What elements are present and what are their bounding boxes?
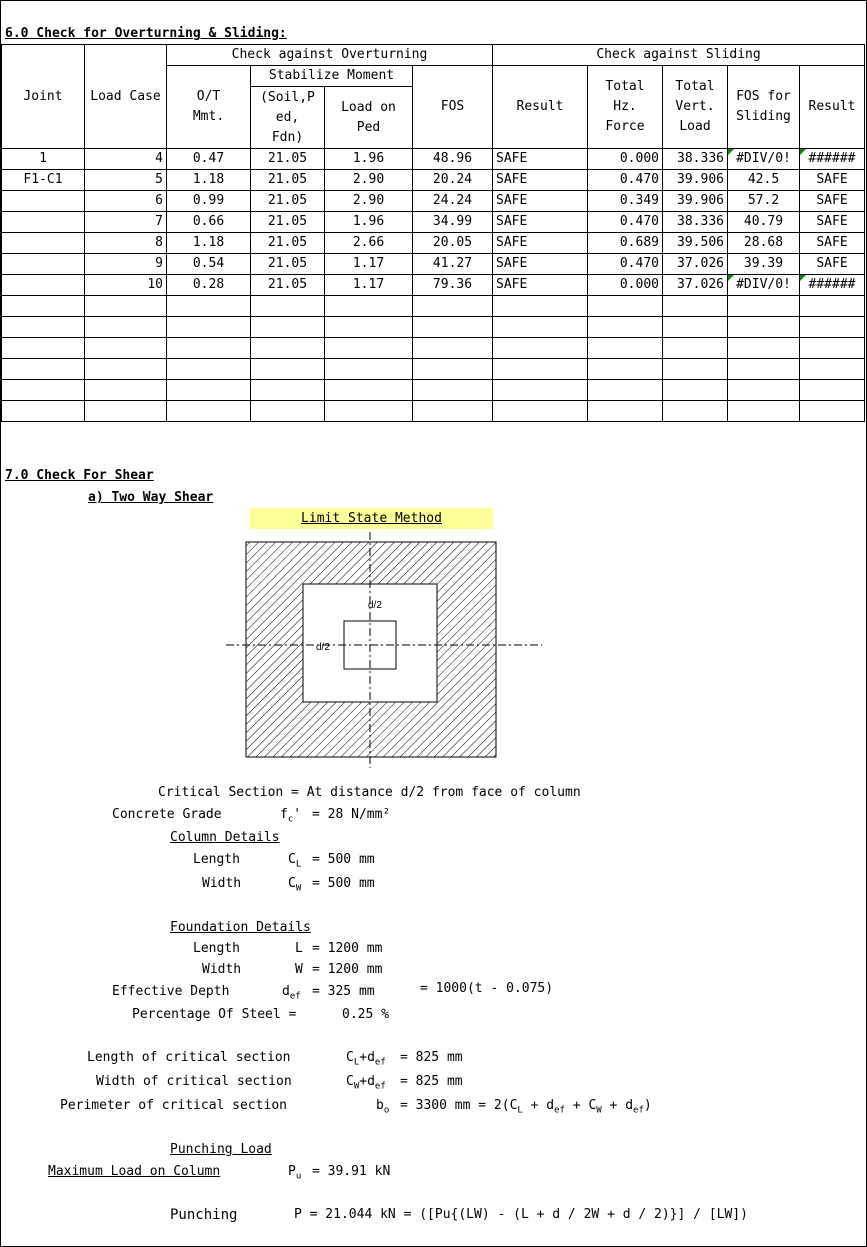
empty-cell-ot-mmt[interactable]: [167, 359, 251, 380]
empty-cell-joint[interactable]: [2, 401, 85, 422]
empty-cell-result-sliding[interactable]: [800, 317, 865, 338]
empty-table-row: [2, 317, 865, 338]
overturning-sliding-table: [1, 44, 865, 422]
header-overturning-group: Check against Overturning: [167, 45, 493, 66]
empty-cell-total-vert-load[interactable]: [663, 359, 728, 380]
empty-cell-soil-ped-fdn[interactable]: [251, 317, 325, 338]
cell-fos[interactable]: 48.96: [413, 149, 493, 170]
empty-cell-fos-sliding[interactable]: [728, 338, 800, 359]
cell-fos-sliding[interactable]: 39.39: [728, 254, 800, 275]
cell-load-on-ped[interactable]: 2.90: [325, 191, 413, 212]
punching-value: P = 21.044 kN = ([Pu{(LW) - (L + d / 2W + d / 2)}] / [LW]): [294, 1207, 748, 1222]
critical-width-symbol: $C_W+d_{ef}$: [346, 1074, 386, 1092]
cell-total-hz-force[interactable]: 0.470: [588, 170, 663, 191]
empty-cell-total-hz-force[interactable]: [588, 380, 663, 401]
empty-table-row: [2, 359, 865, 380]
empty-table-row: [2, 401, 865, 422]
header-stabilize-moment: Stabilize Moment: [251, 66, 413, 87]
header-result-sliding: Result: [800, 66, 865, 149]
cell-load-case[interactable]: 8: [85, 233, 167, 254]
table-row: [2, 254, 865, 275]
cell-load-on-ped[interactable]: 1.96: [325, 212, 413, 233]
foundation-width-label: Width: [202, 962, 242, 977]
section-6-title: 6.0 Check for Overturning & Sliding:: [5, 26, 287, 41]
header-load-on-ped: Load on Ped: [325, 87, 413, 149]
empty-cell-total-vert-load[interactable]: [663, 338, 728, 359]
cell-load-case[interactable]: 5: [85, 170, 167, 191]
empty-cell-load-on-ped[interactable]: [325, 296, 413, 317]
cell-joint[interactable]: [2, 233, 85, 254]
empty-cell-total-hz-force[interactable]: [588, 296, 663, 317]
empty-cell-fos[interactable]: [413, 401, 493, 422]
cell-ot-mmt[interactable]: 0.28: [167, 275, 251, 296]
cell-soil-ped-fdn[interactable]: 21.05: [251, 275, 325, 296]
empty-cell-soil-ped-fdn[interactable]: [251, 401, 325, 422]
cell-total-vert-load[interactable]: 38.336: [663, 212, 728, 233]
cell-load-case[interactable]: 7: [85, 212, 167, 233]
empty-cell-soil-ped-fdn[interactable]: [251, 359, 325, 380]
empty-cell-load-case[interactable]: [85, 401, 167, 422]
foundation-length-label: Length: [193, 941, 240, 956]
cell-total-hz-force[interactable]: 0.689: [588, 233, 663, 254]
empty-table-row: [2, 296, 865, 317]
empty-cell-load-on-ped[interactable]: [325, 401, 413, 422]
cell-result-sliding[interactable]: SAFE: [800, 191, 865, 212]
header-ot-mmt: O/T Mmt.: [167, 66, 251, 149]
empty-cell-result[interactable]: [493, 317, 588, 338]
empty-cell-result[interactable]: [493, 380, 588, 401]
critical-length-value: = 825 mm: [400, 1050, 463, 1065]
cell-load-case[interactable]: 6: [85, 191, 167, 212]
critical-perimeter-symbol: $b_o$: [376, 1098, 390, 1116]
concrete-grade-symbol: $f_c'$: [280, 807, 302, 825]
cell-joint[interactable]: [2, 275, 85, 296]
cell-soil-ped-fdn[interactable]: 21.05: [251, 191, 325, 212]
empty-cell-result[interactable]: [493, 359, 588, 380]
cell-load-case[interactable]: 10: [85, 275, 167, 296]
cell-joint[interactable]: [2, 212, 85, 233]
cell-result[interactable]: SAFE: [493, 233, 588, 254]
cell-fos-sliding[interactable]: 57.2: [728, 191, 800, 212]
effective-depth-label: Effective Depth: [112, 984, 230, 999]
method-banner: [250, 508, 493, 529]
cell-result-sliding[interactable]: SAFE: [800, 212, 865, 233]
critical-length-symbol: $C_L+d_{ef}$: [346, 1050, 386, 1068]
critical-perimeter-value: = 3300 mm = $2(C_L + d_{ef} + C_W + d_{ef})$: [400, 1098, 652, 1116]
punching-load-heading: Punching Load: [170, 1142, 272, 1157]
cell-total-hz-force[interactable]: 0.470: [588, 212, 663, 233]
empty-table-row: [2, 338, 865, 359]
cell-fos[interactable]: 20.24: [413, 170, 493, 191]
empty-cell-result[interactable]: [493, 401, 588, 422]
empty-cell-fos-sliding[interactable]: [728, 380, 800, 401]
steel-percentage-value: 0.25 %: [342, 1007, 389, 1022]
cell-load-case[interactable]: 9: [85, 254, 167, 275]
header-sliding-group: Check against Sliding: [493, 45, 865, 66]
table-row: [2, 233, 865, 254]
column-width-symbol: $C_W$: [288, 876, 302, 894]
punching-label: Punching: [170, 1207, 238, 1223]
cell-result-sliding[interactable]: SAFE: [800, 170, 865, 191]
cell-result[interactable]: SAFE: [493, 170, 588, 191]
effective-depth-value: = 325 mm: [312, 984, 375, 999]
foundation-width-symbol: W: [295, 962, 303, 977]
cell-load-on-ped[interactable]: 2.90: [325, 170, 413, 191]
empty-cell-result-sliding[interactable]: [800, 401, 865, 422]
effective-depth-symbol: $d_{ef}$: [282, 984, 301, 1002]
empty-cell-total-hz-force[interactable]: [588, 317, 663, 338]
empty-cell-ot-mmt[interactable]: [167, 317, 251, 338]
cell-load-on-ped[interactable]: 1.96: [325, 149, 413, 170]
max-load-symbol: $P_u$: [288, 1164, 302, 1182]
empty-cell-ot-mmt[interactable]: [167, 380, 251, 401]
empty-cell-fos-sliding[interactable]: [728, 296, 800, 317]
table-row: [2, 212, 865, 233]
cell-total-hz-force[interactable]: 0.470: [588, 254, 663, 275]
header-fos-sliding: FOS for Sliding: [728, 66, 800, 149]
empty-cell-ot-mmt[interactable]: [167, 338, 251, 359]
empty-cell-fos[interactable]: [413, 359, 493, 380]
steel-percentage-label: Percentage Of Steel =: [132, 1007, 297, 1022]
empty-cell-result-sliding[interactable]: [800, 296, 865, 317]
cell-ot-mmt[interactable]: 0.47: [167, 149, 251, 170]
table-row: [2, 170, 865, 191]
empty-cell-fos[interactable]: [413, 338, 493, 359]
header-load-case: Load Case: [85, 45, 167, 149]
effective-depth-formula: = 1000(t - 0.075): [420, 981, 554, 996]
empty-cell-load-case[interactable]: [85, 317, 167, 338]
cell-ot-mmt[interactable]: 0.54: [167, 254, 251, 275]
cell-soil-ped-fdn[interactable]: 21.05: [251, 233, 325, 254]
empty-cell-joint[interactable]: [2, 317, 85, 338]
cell-result[interactable]: SAFE: [493, 191, 588, 212]
column-details-heading: Column Details: [170, 830, 280, 845]
empty-cell-total-vert-load[interactable]: [663, 401, 728, 422]
cell-result-sliding[interactable]: SAFE: [800, 233, 865, 254]
critical-length-label: Length of critical section: [87, 1050, 291, 1065]
empty-cell-result[interactable]: [493, 338, 588, 359]
empty-cell-ot-mmt[interactable]: [167, 296, 251, 317]
empty-cell-total-hz-force[interactable]: [588, 359, 663, 380]
empty-cell-joint[interactable]: [2, 338, 85, 359]
cell-fos-sliding[interactable]: 42.5: [728, 170, 800, 191]
critical-perimeter-value-text: = 3300 mm = 2(C: [400, 1098, 518, 1113]
cell-soil-ped-fdn[interactable]: 21.05: [251, 170, 325, 191]
cell-load-on-ped[interactable]: 1.17: [325, 254, 413, 275]
header-total-hz-force: Total Hz. Force: [588, 66, 663, 149]
empty-cell-load-on-ped[interactable]: [325, 359, 413, 380]
cell-total-vert-load[interactable]: 37.026: [663, 275, 728, 296]
empty-cell-result-sliding[interactable]: [800, 380, 865, 401]
empty-cell-load-case[interactable]: [85, 296, 167, 317]
column-length-symbol: $C_L$: [288, 852, 302, 870]
concrete-grade-value: = 28 N/mm²: [312, 807, 391, 822]
empty-cell-load-case[interactable]: [85, 338, 167, 359]
empty-cell-load-on-ped[interactable]: [325, 338, 413, 359]
header-soil-ped-fdn: (Soil,P ed, Fdn): [251, 87, 325, 149]
empty-cell-joint[interactable]: [2, 296, 85, 317]
cell-fos-sliding[interactable]: #DIV/0!: [728, 149, 800, 170]
cell-load-on-ped[interactable]: 2.66: [325, 233, 413, 254]
foundation-length-symbol: L: [295, 941, 303, 956]
empty-cell-fos[interactable]: [413, 380, 493, 401]
cell-result[interactable]: SAFE: [493, 212, 588, 233]
empty-cell-soil-ped-fdn[interactable]: [251, 338, 325, 359]
empty-cell-load-case[interactable]: [85, 380, 167, 401]
header-result: Result: [493, 66, 588, 149]
cell-result-sliding[interactable]: ######: [800, 275, 865, 296]
d-half-left-label: d/2: [316, 642, 330, 653]
empty-cell-total-vert-load[interactable]: [663, 380, 728, 401]
empty-cell-load-case[interactable]: [85, 359, 167, 380]
critical-perimeter-label: Perimeter of critical section: [60, 1098, 287, 1113]
cell-result-sliding[interactable]: ######: [800, 149, 865, 170]
cell-load-on-ped[interactable]: 1.17: [325, 275, 413, 296]
cell-ot-mmt[interactable]: 1.18: [167, 170, 251, 191]
column-length-label: Length: [193, 852, 240, 867]
cell-result[interactable]: SAFE: [493, 149, 588, 170]
empty-cell-fos[interactable]: [413, 296, 493, 317]
section-7-subtitle: a) Two Way Shear: [88, 490, 214, 505]
punching-shear-diagram: [226, 532, 546, 768]
cell-ot-mmt[interactable]: 0.66: [167, 212, 251, 233]
cell-result-sliding[interactable]: SAFE: [800, 254, 865, 275]
cell-ot-mmt[interactable]: 1.18: [167, 233, 251, 254]
cell-result[interactable]: SAFE: [493, 254, 588, 275]
empty-cell-result-sliding[interactable]: [800, 338, 865, 359]
empty-cell-total-vert-load[interactable]: [663, 317, 728, 338]
cell-ot-mmt[interactable]: 0.99: [167, 191, 251, 212]
cell-load-case[interactable]: 4: [85, 149, 167, 170]
empty-cell-fos-sliding[interactable]: [728, 317, 800, 338]
method-label: Limit State Method: [301, 511, 442, 526]
empty-cell-load-on-ped[interactable]: [325, 317, 413, 338]
cell-fos-sliding[interactable]: #DIV/0!: [728, 275, 800, 296]
column-width-value: = 500 mm: [312, 876, 375, 891]
cell-joint[interactable]: 1: [2, 149, 85, 170]
empty-cell-load-on-ped[interactable]: [325, 380, 413, 401]
empty-cell-fos[interactable]: [413, 317, 493, 338]
cell-total-vert-load[interactable]: 39.506: [663, 233, 728, 254]
cell-fos-sliding[interactable]: 28.68: [728, 233, 800, 254]
cell-soil-ped-fdn[interactable]: 21.05: [251, 212, 325, 233]
cell-joint[interactable]: F1-C1: [2, 170, 85, 191]
foundation-length-value: = 1200 mm: [312, 941, 383, 956]
cell-total-vert-load[interactable]: 37.026: [663, 254, 728, 275]
header-fos: FOS: [413, 66, 493, 149]
cell-total-hz-force[interactable]: 0.349: [588, 191, 663, 212]
empty-cell-soil-ped-fdn[interactable]: [251, 380, 325, 401]
empty-cell-fos-sliding[interactable]: [728, 359, 800, 380]
cell-joint[interactable]: [2, 191, 85, 212]
cell-soil-ped-fdn[interactable]: 21.05: [251, 254, 325, 275]
foundation-details-heading: Foundation Details: [170, 920, 311, 935]
critical-width-value: = 825 mm: [400, 1074, 463, 1089]
cell-total-vert-load[interactable]: 39.906: [663, 191, 728, 212]
cell-result[interactable]: SAFE: [493, 275, 588, 296]
empty-cell-total-hz-force[interactable]: [588, 338, 663, 359]
cell-total-vert-load[interactable]: 39.906: [663, 170, 728, 191]
cell-fos-sliding[interactable]: 40.79: [728, 212, 800, 233]
cell-total-hz-force[interactable]: 0.000: [588, 149, 663, 170]
header-total-vert-load: Total Vert. Load: [663, 66, 728, 149]
empty-cell-soil-ped-fdn[interactable]: [251, 296, 325, 317]
cell-joint[interactable]: [2, 254, 85, 275]
empty-cell-result[interactable]: [493, 296, 588, 317]
foundation-width-value: = 1200 mm: [312, 962, 383, 977]
empty-cell-joint[interactable]: [2, 359, 85, 380]
d-half-top-label: d/2: [368, 600, 382, 611]
cell-fos[interactable]: 24.24: [413, 191, 493, 212]
header-joint: Joint: [2, 45, 85, 149]
column-length-value: = 500 mm: [312, 852, 375, 867]
empty-table-row: [2, 380, 865, 401]
table-row: [2, 191, 865, 212]
section-7-title: 7.0 Check For Shear: [5, 468, 154, 483]
cell-fos[interactable]: 41.27: [413, 254, 493, 275]
critical-width-label: Width of critical section: [96, 1074, 292, 1089]
cell-total-vert-load[interactable]: 38.336: [663, 149, 728, 170]
critical-section-text: Critical Section = At distance d/2 from face of column: [158, 785, 581, 800]
cell-soil-ped-fdn[interactable]: 21.05: [251, 149, 325, 170]
concrete-grade-label: Concrete Grade: [112, 807, 222, 822]
max-load-label: Maximum Load on Column: [48, 1164, 221, 1179]
empty-cell-result-sliding[interactable]: [800, 359, 865, 380]
empty-cell-joint[interactable]: [2, 380, 85, 401]
cell-fos[interactable]: 79.36: [413, 275, 493, 296]
table-row: [2, 149, 865, 170]
empty-cell-fos-sliding[interactable]: [728, 401, 800, 422]
cell-fos[interactable]: 34.99: [413, 212, 493, 233]
cell-fos[interactable]: 20.05: [413, 233, 493, 254]
empty-cell-ot-mmt[interactable]: [167, 401, 251, 422]
max-load-value: = 39.91 kN: [312, 1164, 391, 1179]
table-row: [2, 275, 865, 296]
empty-cell-total-vert-load[interactable]: [663, 296, 728, 317]
cell-total-hz-force[interactable]: 0.000: [588, 275, 663, 296]
empty-cell-total-hz-force[interactable]: [588, 401, 663, 422]
column-width-label: Width: [202, 876, 242, 891]
